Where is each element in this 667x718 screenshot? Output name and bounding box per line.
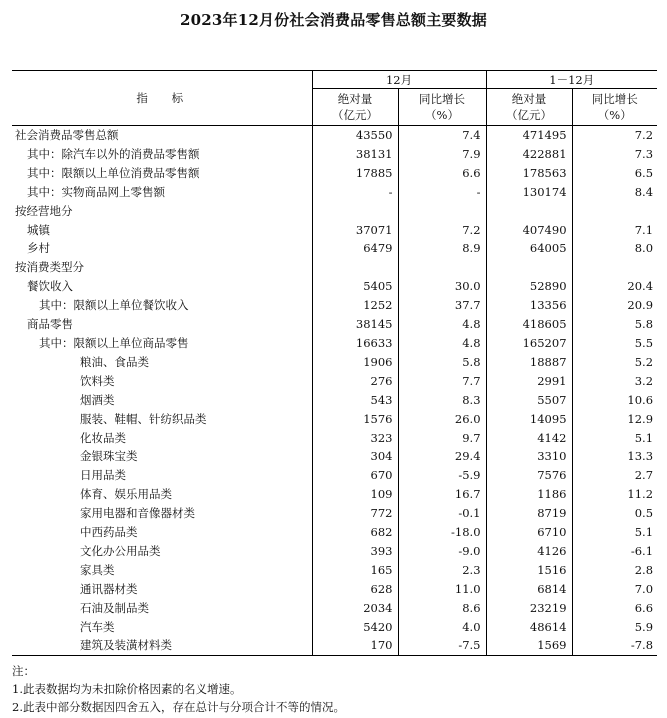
ytd-abs-cell: 471495 xyxy=(486,126,572,145)
row-label: 其中：除汽车以外的消费品零售额 xyxy=(12,145,312,164)
ytd-yoy-cell: 6.6 xyxy=(634,600,654,615)
ytd-yoy-header: 同比增长 （%） xyxy=(572,89,657,126)
row-label: 餐饮收入 xyxy=(12,277,312,296)
month-yoy-cell: 16.7 xyxy=(398,485,486,504)
ytd-abs-cell: 1516 xyxy=(486,561,572,580)
ytd-group-header: 1－12月 xyxy=(486,71,657,89)
row-label: 汽车类 xyxy=(12,618,312,637)
month-abs-cell: 682 xyxy=(312,523,398,542)
ytd-abs-cell: 178563 xyxy=(486,164,572,183)
row-label: 其中：限额以上单位商品零售 xyxy=(12,334,312,353)
ytd-yoy-cell: 12.9 xyxy=(627,411,654,426)
month-abs-cell: 17885 xyxy=(312,164,398,183)
ytd-abs-cell: 13356 xyxy=(486,296,572,315)
month-yoy-cell: 2.3 xyxy=(398,561,486,580)
month-yoy-cell: 8.9 xyxy=(398,239,486,258)
month-abs-header: 绝对量 （亿元） xyxy=(312,89,398,126)
month-yoy-cell: -9.0 xyxy=(398,542,486,561)
ytd-yoy-cell: 8.4 xyxy=(634,184,654,199)
row-label: 乡村 xyxy=(12,239,312,258)
ytd-abs-header: 绝对量 （亿元） xyxy=(486,89,572,126)
table-row xyxy=(12,145,657,164)
table-row xyxy=(12,126,657,145)
row-label: 家具类 xyxy=(12,561,312,580)
ytd-yoy-cell: 5.1 xyxy=(634,430,654,445)
ytd-yoy-cell: 0.5 xyxy=(634,506,654,521)
ytd-abs-cell: 2991 xyxy=(486,372,572,391)
table-row xyxy=(12,221,657,240)
month-abs-cell: 772 xyxy=(312,504,398,523)
month-abs-cell: 37071 xyxy=(312,221,398,240)
table-row xyxy=(12,410,657,429)
table-row xyxy=(12,258,657,277)
table-row xyxy=(12,164,657,183)
ytd-abs-cell: 5507 xyxy=(486,391,572,410)
table-row xyxy=(12,523,657,542)
table-row xyxy=(12,599,657,618)
table-row xyxy=(12,334,657,353)
month-yoy-header: 同比增长 （%） xyxy=(398,89,486,126)
ytd-yoy-cell: 20.9 xyxy=(627,298,654,313)
ytd-abs-cell: 422881 xyxy=(486,145,572,164)
page-title: 2023年12月份社会消费品零售总额主要数据 xyxy=(179,11,488,29)
row-label: 商品零售 xyxy=(12,315,312,334)
ytd-abs-cell: 8719 xyxy=(486,504,572,523)
month-abs-cell: 38131 xyxy=(312,145,398,164)
ytd-abs-cell: 18887 xyxy=(486,353,572,372)
month-yoy-cell: 8.6 xyxy=(398,599,486,618)
table-row xyxy=(12,447,657,466)
row-label: 通讯器材类 xyxy=(12,580,312,599)
month-yoy-cell: 4.8 xyxy=(398,315,486,334)
row-label: 烟酒类 xyxy=(12,391,312,410)
ytd-yoy-cell: -7.8 xyxy=(572,636,657,655)
month-yoy-cell: 30.0 xyxy=(398,277,486,296)
row-label: 其中：实物商品网上零售额 xyxy=(12,183,312,202)
notes xyxy=(12,662,345,716)
month-yoy-cell: 9.7 xyxy=(398,429,486,448)
month-abs-cell: 628 xyxy=(312,580,398,599)
row-label: 日用品类 xyxy=(12,466,312,485)
note-item: 2.此表中部分数据因四舍五入，存在总计与分项合计不等的情况。 xyxy=(12,700,345,714)
ytd-yoy-cell: 7.2 xyxy=(634,128,654,142)
month-abs-cell: 170 xyxy=(312,636,398,655)
ytd-yoy-cell: 5.5 xyxy=(634,335,654,350)
table-body xyxy=(12,126,657,656)
ytd-abs-cell: 3310 xyxy=(486,447,572,466)
ytd-yoy-cell: 20.4 xyxy=(627,279,654,294)
note-item: 1.此表数据均为未扣除价格因素的名义增速。 xyxy=(12,682,242,696)
ytd-abs-cell: 1569 xyxy=(486,636,572,655)
month-yoy-cell: 7.9 xyxy=(398,145,486,164)
month-yoy-cell xyxy=(398,258,486,277)
row-label: 其中：限额以上单位餐饮收入 xyxy=(12,296,312,315)
month-abs-cell: - xyxy=(312,183,398,202)
table-row xyxy=(12,618,657,637)
row-label: 服装、鞋帽、针纺织品类 xyxy=(12,410,312,429)
row-label: 按消费类型分 xyxy=(12,258,312,277)
ytd-yoy-cell: 5.8 xyxy=(634,317,654,332)
table-row xyxy=(12,277,657,296)
month-abs-cell: 16633 xyxy=(312,334,398,353)
month-yoy-cell: 7.2 xyxy=(398,221,486,240)
ytd-yoy-cell: 6.5 xyxy=(634,165,654,180)
row-label: 家用电器和音像器材类 xyxy=(12,504,312,523)
ytd-abs-cell: 407490 xyxy=(486,221,572,240)
month-yoy-cell: -0.1 xyxy=(398,504,486,523)
month-abs-cell: 43550 xyxy=(312,126,398,145)
month-yoy-cell: 7.4 xyxy=(398,126,486,145)
ytd-abs-cell: 1186 xyxy=(486,485,572,504)
table-row xyxy=(12,183,657,202)
table-row xyxy=(12,202,657,221)
month-abs-cell: 5405 xyxy=(312,277,398,296)
ytd-yoy-cell: 7.3 xyxy=(634,146,654,161)
row-label: 城镇 xyxy=(12,221,312,240)
ytd-abs-cell: 14095 xyxy=(486,410,572,429)
table-row xyxy=(12,561,657,580)
row-label: 建筑及装潢材料类 xyxy=(12,636,312,655)
row-label: 社会消费品零售总额 xyxy=(12,126,312,145)
month-abs-cell: 543 xyxy=(312,391,398,410)
month-abs-cell: 109 xyxy=(312,485,398,504)
month-yoy-cell: -7.5 xyxy=(398,636,486,655)
row-label: 饮料类 xyxy=(12,372,312,391)
notes-heading: 注： xyxy=(12,664,35,678)
row-label: 石油及制品类 xyxy=(12,599,312,618)
ytd-abs-cell: 64005 xyxy=(486,239,572,258)
table-row xyxy=(12,504,657,523)
month-yoy-cell: 5.8 xyxy=(398,353,486,372)
month-abs-cell: 1252 xyxy=(312,296,398,315)
month-yoy-cell: 37.7 xyxy=(398,296,486,315)
ytd-abs-cell xyxy=(486,258,572,277)
ytd-abs-cell: 4142 xyxy=(486,429,572,448)
month-abs-cell xyxy=(312,202,398,221)
month-yoy-cell: 7.7 xyxy=(398,372,486,391)
ytd-yoy-cell: -6.1 xyxy=(630,543,654,558)
row-label: 文化办公用品类 xyxy=(12,542,312,561)
ytd-yoy-cell: 10.6 xyxy=(627,392,654,407)
month-yoy-cell: 4.0 xyxy=(398,618,486,637)
table-row xyxy=(12,353,657,372)
row-label: 粮油、食品类 xyxy=(12,353,312,372)
ytd-yoy-cell xyxy=(572,202,657,221)
month-group-header: 12月 xyxy=(312,71,486,89)
month-yoy-cell xyxy=(398,202,486,221)
table-row xyxy=(12,239,657,258)
table-row xyxy=(12,466,657,485)
ytd-abs-cell xyxy=(486,202,572,221)
month-abs-cell: 276 xyxy=(312,372,398,391)
ytd-yoy-cell: 2.7 xyxy=(634,468,654,483)
month-yoy-cell: - xyxy=(398,183,486,202)
table-row xyxy=(12,429,657,448)
row-label: 其中：限额以上单位消费品零售额 xyxy=(12,164,312,183)
table-row xyxy=(12,296,657,315)
table-row xyxy=(12,636,657,655)
month-yoy-cell: -5.9 xyxy=(398,466,486,485)
ytd-abs-cell: 52890 xyxy=(486,277,572,296)
ytd-yoy-cell: 5.9 xyxy=(634,619,654,634)
ytd-abs-cell: 23219 xyxy=(486,599,572,618)
ytd-yoy-cell: 3.2 xyxy=(634,373,654,388)
month-abs-cell: 304 xyxy=(312,447,398,466)
row-label: 金银珠宝类 xyxy=(12,447,312,466)
ytd-abs-cell: 165207 xyxy=(486,334,572,353)
table-row xyxy=(12,391,657,410)
month-abs-cell: 1906 xyxy=(312,353,398,372)
row-label: 体育、娱乐用品类 xyxy=(12,485,312,504)
table-row xyxy=(12,542,657,561)
indicator-header: 指 标 xyxy=(12,71,312,126)
ytd-yoy-cell: 11.2 xyxy=(627,487,654,502)
month-abs-cell xyxy=(312,258,398,277)
month-abs-cell: 1576 xyxy=(312,410,398,429)
ytd-yoy-cell xyxy=(572,258,657,277)
ytd-abs-cell: 4126 xyxy=(486,542,572,561)
ytd-abs-cell: 48614 xyxy=(486,618,572,637)
row-label: 按经营地分 xyxy=(12,202,312,221)
retail-sales-table xyxy=(12,70,657,656)
month-yoy-cell: 26.0 xyxy=(398,410,486,429)
ytd-abs-cell: 6814 xyxy=(486,580,572,599)
ytd-yoy-cell: 8.0 xyxy=(634,241,654,256)
month-abs-cell: 165 xyxy=(312,561,398,580)
month-yoy-cell: 8.3 xyxy=(398,391,486,410)
ytd-yoy-cell: 2.8 xyxy=(634,562,654,577)
month-abs-cell: 393 xyxy=(312,542,398,561)
month-abs-cell: 323 xyxy=(312,429,398,448)
row-label: 化妆品类 xyxy=(12,429,312,448)
ytd-yoy-cell: 7.0 xyxy=(634,581,654,596)
ytd-abs-cell: 6710 xyxy=(486,523,572,542)
ytd-yoy-cell: 5.2 xyxy=(634,354,654,369)
month-yoy-cell: 29.4 xyxy=(398,447,486,466)
ytd-abs-cell: 418605 xyxy=(486,315,572,334)
ytd-abs-cell: 130174 xyxy=(486,183,572,202)
month-yoy-cell: 4.8 xyxy=(398,334,486,353)
month-yoy-cell: 6.6 xyxy=(398,164,486,183)
month-abs-cell: 6479 xyxy=(312,239,398,258)
month-yoy-cell: -18.0 xyxy=(398,523,486,542)
row-label: 中西药品类 xyxy=(12,523,312,542)
table-row xyxy=(12,315,657,334)
ytd-yoy-cell: 13.3 xyxy=(627,449,654,464)
table-row xyxy=(12,372,657,391)
table-row xyxy=(12,485,657,504)
ytd-abs-cell: 7576 xyxy=(486,466,572,485)
ytd-yoy-cell: 5.1 xyxy=(634,525,654,540)
month-abs-cell: 2034 xyxy=(312,599,398,618)
table-row xyxy=(12,580,657,599)
month-yoy-cell: 11.0 xyxy=(398,580,486,599)
month-abs-cell: 38145 xyxy=(312,315,398,334)
ytd-yoy-cell: 7.1 xyxy=(634,222,654,237)
month-abs-cell: 5420 xyxy=(312,618,398,637)
month-abs-cell: 670 xyxy=(312,466,398,485)
